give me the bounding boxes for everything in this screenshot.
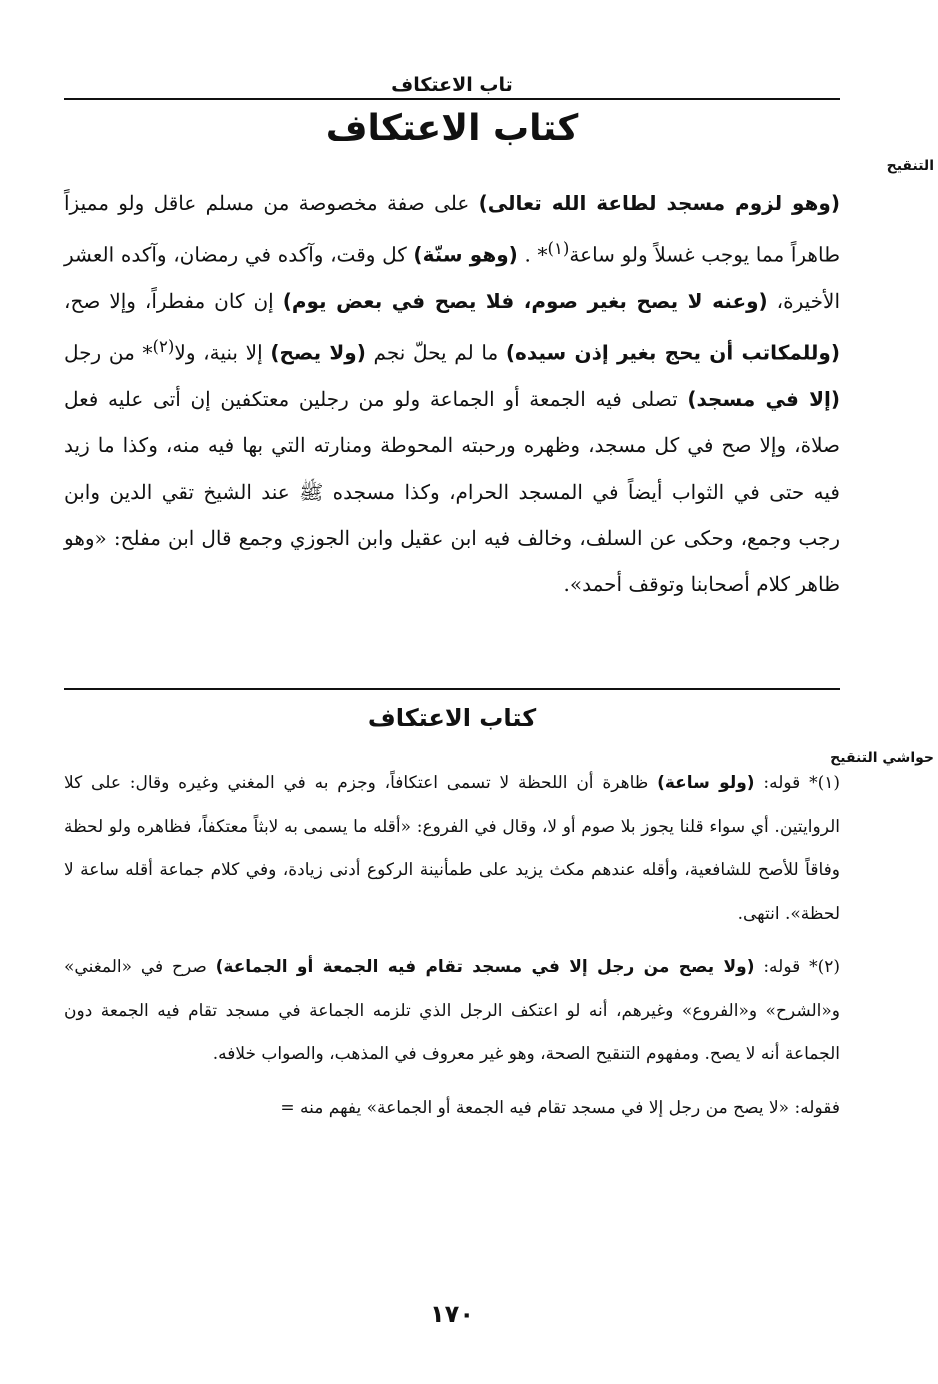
main-text-7: * من رجل [64, 340, 153, 365]
note-1-body: ظاهرة أن اللحظة لا تسمى اعتكافاً، وجزم به في المغني وغيره وقال: على كلا الروايتين. أي سواء قلنا يجوز بلا صوم أو لا، وقال في الفروع: «أقله ما يسمى به لابثاً معتكفاً، فظاهره ولو لحظة وفاقاً للأصح للشافعية، وأقله عندهم مكث يزيد على طمأنينة الركوع أدنى زيادة، وفي كلام جماعة أقله ساعة لا لحظة». انتهى. [64, 773, 840, 924]
note-2-body: صرح في «المغني» و«الشرح» و«الفروع» وغيرهم، أنه لو اعتكف الرجل الذي تلزمه الجماعة في مسجد تقام فيه الجمعة دون الجماعة أنه لا يصح. ومفهوم التنقيح الصحة، وهو غير معروف في المذهب، والصواب خلافه. [64, 957, 840, 1064]
note-2-lead: (٢)* قوله: [754, 957, 840, 977]
main-text-6: إلا بنية، ولا [174, 340, 271, 365]
main-bold-1: (وهو لزوم مسجد لطاعة الله تعالى) [478, 191, 840, 215]
main-text-8: تصلى فيه الجمعة أو الجماعة ولو من رجلين معتكفين إن أتى عليه فعل صلاة، وإلا صح في كل مسجد، وظهره ورحبته المحوطة ومنارته التي بها فيه منه، وكذا ما زيد فيه حتى في الثواب أيضاً في المسجد الحرام، وكذا مسجده ﷺ عند الشيخ تقي الدين وابن رجب وجمع، وحكى عن السلف، وخالف فيه ابن عقيل وابن الجوزي وجمع قال ابن مفلح: «وهو ظاهر كلام أصحابنا وتوقف أحمد». [64, 387, 840, 596]
note-1-lead: (١)* قوله: [754, 773, 840, 793]
footnote-ref-2: (٢) [152, 337, 175, 357]
notes-section [64, 762, 840, 1130]
note-2 [64, 946, 840, 1077]
side-label-notes: حواشي التنقيح [830, 750, 934, 766]
main-bold-4: (وللمكاتب أن يحج بغير إذن سيده) [505, 340, 840, 365]
header-rule [64, 98, 840, 100]
side-label-main: التنقيح [886, 158, 934, 174]
running-head: تاب الاعتكاف [391, 74, 513, 96]
main-bold-6: (إلا في مسجد) [687, 387, 840, 412]
main-text-5: ما لم يحلّ نجم [365, 340, 506, 365]
note-1 [64, 762, 840, 936]
main-text-3: كل وقت، وآكده في رمضان، وآكده العشر الأخيرة، [64, 242, 840, 314]
main-text-2: * . [517, 242, 548, 267]
main-bold-5: (ولا يصح) [270, 340, 366, 365]
note-2-quote: (ولا يصح من رجل إلا في مسجد تقام فيه الجمعة أو الجماعة) [215, 957, 755, 977]
page-number: ١٧٠ [430, 1300, 474, 1328]
main-bold-3: (وعنه لا يصح بغير صوم، فلا يصح في بعض يوم) [282, 289, 768, 314]
main-text-4: إن كان مفطراً، وإلا صح، [64, 289, 283, 314]
notes-title: كتاب الاعتكاف [367, 704, 537, 732]
main-text-1: على صفة مخصوصة من مسلم عاقل ولو مميزاً طاهراً مما يوجب غسلاً ولو ساعة [64, 191, 840, 267]
notes-divider [64, 688, 840, 690]
footnote-ref-1: (١) [547, 239, 570, 259]
note-1-quote: (ولو ساعة) [657, 773, 755, 793]
main-bold-2: (وهو سنّة) [413, 242, 518, 267]
book-title: كتاب الاعتكاف [325, 108, 579, 149]
note-3: فقوله: «لا يصح من رجل إلا في مسجد تقام فيه الجمعة أو الجماعة» يفهم منه = [280, 1097, 840, 1118]
main-text [64, 180, 840, 607]
